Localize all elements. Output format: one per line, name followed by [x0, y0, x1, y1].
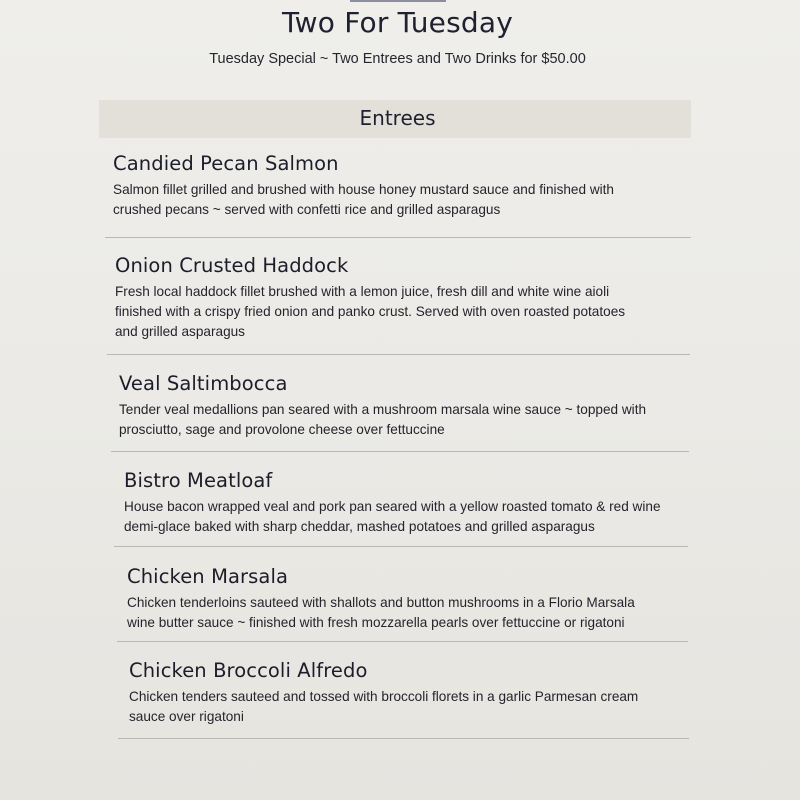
menu-item-description: Chicken tenders sauteed and tossed with broccoli florets in a garlic Parmesan cream sauce over rigatoni: [129, 689, 639, 724]
menu-item-name: Bistro Meatloaf: [124, 469, 273, 492]
menu-item-description: Tender veal medallions pan seared with a mushroom marsala wine sauce ~ topped with prosciutto, sage and provolone cheese over fettuccine: [119, 402, 647, 437]
menu-item: [115, 254, 625, 342]
menu-subtitle: Tuesday Special ~ Two Entrees and Two Drinks for $50.00: [209, 51, 586, 67]
menu-divider: [105, 237, 691, 238]
menu-divider: [111, 451, 689, 452]
menu-item-description: Fresh local haddock fillet brushed with a lemon juice, fresh dill and white wine aioli finished with a crispy fried onion and panko crust. Served with oven roasted potatoes and grilled asparagus: [115, 284, 626, 339]
menu-item-name: Veal Saltimbocca: [119, 372, 288, 395]
menu-item-description: Chicken tenderloins sauteed with shallots and button mushrooms in a Florio Marsala wine butter sauce ~ finished with fresh mozzarella pearls over fettuccine or rigatoni: [127, 595, 635, 630]
menu-divider: [114, 546, 688, 547]
menu-divider: [118, 738, 689, 739]
menu-item-name: Onion Crusted Haddock: [115, 254, 349, 277]
menu-item-name: Candied Pecan Salmon: [113, 152, 339, 175]
menu-title: Two For Tuesday: [282, 6, 513, 39]
menu-divider: [107, 354, 690, 355]
menu-divider: [117, 641, 688, 642]
section-title: Entrees: [359, 106, 436, 130]
menu-item: [119, 372, 646, 440]
menu-item: [113, 152, 614, 220]
top-rule: [350, 0, 446, 2]
menu-item: [129, 659, 638, 727]
menu-item-name: Chicken Marsala: [127, 565, 289, 588]
menu-item: [124, 469, 661, 537]
menu-item-description: House bacon wrapped veal and pork pan seared with a yellow roasted tomato & red wine demi-glace baked with sharp cheddar, mashed potatoes and grilled asparagus: [124, 499, 661, 534]
menu-item-name: Chicken Broccoli Alfredo: [129, 659, 368, 682]
menu-item: [127, 565, 635, 633]
menu-item-description: Salmon fillet grilled and brushed with house honey mustard sauce and finished with crushed pecans ~ served with confetti rice and grilled asparagus: [113, 182, 614, 217]
